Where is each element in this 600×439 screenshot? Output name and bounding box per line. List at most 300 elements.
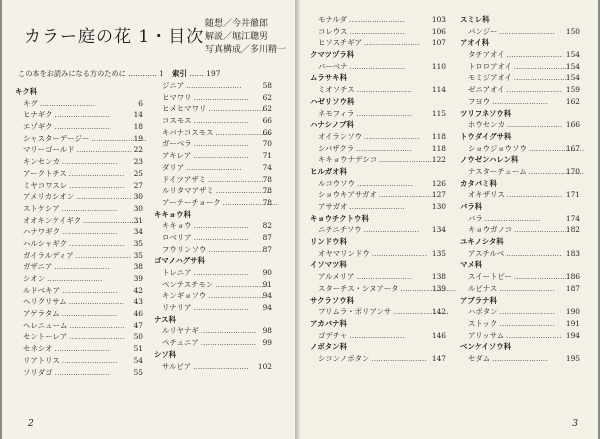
plant-name: シャスターデージー …………………… [23, 133, 146, 145]
toc-entry [15, 331, 143, 343]
page-ref: 174 [565, 213, 580, 223]
index-entry [172, 68, 220, 79]
plant-name: ペンテスチモン …………………… [162, 279, 270, 291]
family-name: ハナシノブ科 [310, 120, 354, 130]
toc-entry [15, 133, 143, 145]
page-ref: 35 [133, 250, 143, 260]
toc-entry [15, 191, 143, 203]
plant-name: キグ …………………… [23, 98, 95, 110]
toc-entry [310, 330, 446, 342]
toc-entry [460, 189, 580, 201]
family-name: イソマツ科 [310, 260, 347, 270]
plant-name: アークトチス …………………… [23, 168, 124, 180]
toc-entry [460, 84, 580, 96]
plant-name: プリムラ・ポリアンサ …………………… [318, 306, 448, 318]
family-name: ノボタン科 [310, 342, 347, 352]
toc-entry [15, 238, 143, 250]
right-page [300, 0, 598, 439]
page-ref: 62 [262, 104, 272, 114]
plant-name: ショウジョウソウ …………………… [468, 143, 584, 155]
toc-entry [154, 220, 272, 232]
page-ref: 134 [431, 225, 446, 235]
page-ref: 115 [431, 108, 446, 118]
plant-name: リナリア …………………… [162, 302, 248, 314]
page-ref: 102 [257, 361, 272, 371]
toc-entry [154, 127, 272, 139]
plant-name: ミヤコワスレ …………………… [23, 180, 124, 192]
toc-entry [15, 121, 143, 133]
page-ref: 147 [431, 353, 446, 363]
page-number-left: 2 [28, 419, 34, 429]
plant-name: アーテーチョーク …………………… [162, 197, 278, 209]
family-name: キキョウ科 [154, 209, 191, 219]
index-label: 索引 [172, 69, 187, 78]
toc-family-heading [310, 166, 446, 178]
page-ref: 94 [262, 303, 272, 313]
toc-entry [15, 308, 143, 320]
plant-name: ガザニア …………………… [23, 261, 109, 273]
toc-entry [15, 296, 143, 308]
plant-name: アサガオ …………………… [318, 201, 404, 213]
plant-name: ヒソスチギア …………………… [318, 37, 419, 49]
page-ref: 162 [565, 96, 580, 106]
toc-family-heading [310, 72, 446, 84]
family-name: ユキノシタ科 [460, 237, 504, 247]
toc-entry [15, 285, 143, 297]
plant-name: セントーレア …………………… [23, 331, 124, 343]
plant-name: ジニア …………………… [162, 80, 241, 92]
toc-family-heading [460, 259, 580, 271]
page-ref: 150 [565, 26, 580, 36]
plant-name: オヤマリンドウ …………………… [318, 248, 427, 260]
plant-name: オオキンケイギク …………………… [23, 215, 138, 227]
family-name: ノウゼンハレン科 [460, 155, 519, 165]
page-ref: 187 [565, 283, 580, 293]
toc-entry [15, 261, 143, 273]
toc-family-heading [310, 318, 446, 330]
toc-entry [154, 174, 272, 186]
toc-entry [310, 14, 446, 26]
plant-name: ニチニチソウ …………………… [318, 224, 419, 236]
toc-entry [460, 306, 580, 318]
toc-entry [154, 103, 272, 115]
page-ref: 22 [133, 145, 143, 155]
page-ref: 19 [133, 133, 143, 143]
family-name: ナス科 [154, 314, 176, 324]
toc-entry [154, 150, 272, 162]
toc-family-heading [15, 86, 143, 98]
toc-family-heading [460, 108, 580, 120]
toc-entry [154, 244, 272, 256]
page-ref: 35 [133, 238, 143, 248]
toc-entry [15, 168, 143, 180]
page-ref: 167 [565, 143, 580, 153]
plant-name: キキョウナデシコ …………………… [318, 154, 434, 166]
page-ref: 186 [565, 272, 580, 282]
toc-entry [154, 337, 272, 349]
page-ref: 103 [431, 15, 446, 24]
toc-entry [310, 108, 446, 120]
family-name: ムラサキ科 [310, 73, 347, 83]
plant-name: セダム …………………… [468, 353, 547, 365]
page-ref: 6 [138, 98, 143, 108]
page-ref: 70 [262, 139, 272, 149]
index-page: 197 [206, 69, 221, 78]
toc-entry [310, 271, 446, 283]
page-ref: 78 [262, 174, 272, 184]
family-name: ツリフネソウ科 [460, 108, 512, 118]
plant-name: アスチルベ …………………… [468, 248, 561, 260]
intro-entry [18, 69, 164, 79]
plant-name: トロロアオイ …………………… [468, 61, 569, 73]
toc-family-heading [310, 49, 446, 61]
family-name: ヒルガオ科 [310, 166, 347, 176]
family-name: ゴマノハグサ科 [154, 256, 205, 266]
plant-name: ストケシア …………………… [23, 203, 117, 215]
toc-entry [310, 84, 446, 96]
toc-entry [154, 92, 272, 104]
toc-entry [154, 325, 272, 337]
family-name: マメ科 [460, 260, 483, 270]
toc-family-heading [310, 341, 446, 353]
page-ref: 87 [262, 232, 272, 242]
page-ref: 195 [565, 353, 580, 363]
toc-entry [154, 290, 272, 302]
toc-family-heading [460, 341, 580, 353]
plant-name: フヨウ …………………… [468, 96, 547, 108]
toc-family-heading [310, 259, 446, 271]
page-ref: 114 [431, 85, 446, 95]
toc-family-heading [460, 37, 580, 49]
page-ref: 18 [133, 122, 143, 132]
plant-name: ガーベラ …………………… [162, 138, 249, 150]
plant-name: ペチュニア …………………… [162, 337, 256, 349]
plant-name: アリッサム …………………… [468, 330, 561, 342]
toc-column-1 [15, 86, 143, 378]
credit-photo: 写真構成／多川精一 [205, 45, 287, 55]
plant-name: ヒナギク …………………… [23, 109, 110, 121]
toc-family-heading [460, 201, 580, 213]
leader-dots: ………… [128, 69, 157, 78]
toc-entry [460, 61, 580, 73]
toc-entry [154, 185, 272, 197]
plant-name: アゲラタム …………………… [23, 308, 117, 320]
toc-entry [15, 367, 143, 379]
toc-entry [310, 189, 446, 201]
plant-name: ネモフィラ …………………… [318, 108, 411, 120]
family-name: ハゼリソウ科 [310, 96, 355, 106]
toc-entry [460, 26, 580, 38]
page-ref: 107 [431, 38, 446, 48]
plant-name: スイートピー …………………… [468, 271, 569, 283]
plant-name: アメリカシオン …………………… [23, 191, 131, 203]
family-name: キク科 [15, 87, 38, 96]
toc-family-heading [154, 314, 272, 326]
page-ref: 27 [133, 180, 143, 190]
page-ref: 110 [431, 61, 446, 71]
plant-name: サルビア …………………… [162, 361, 248, 373]
toc-column-3 [310, 14, 446, 365]
page-ref: 191 [565, 318, 580, 328]
toc-entry [154, 197, 272, 209]
toc-entry [15, 226, 143, 238]
toc-entry [460, 96, 580, 108]
intro-page: 1 [159, 69, 164, 78]
toc-family-heading [460, 295, 580, 307]
toc-entry [15, 180, 143, 192]
toc-entry [310, 131, 446, 143]
page-ref: 25 [133, 168, 143, 178]
page-ref: 106 [431, 26, 446, 36]
toc-family-heading [460, 131, 580, 143]
page-ref: 58 [262, 81, 272, 90]
credit-commentary: 解説／堀江聰男 [205, 32, 269, 42]
toc-entry [154, 361, 272, 373]
intro-label: この本をお読みになる方のために [18, 69, 126, 78]
plant-name: ストック …………………… [468, 318, 554, 330]
family-name: アオイ科 [460, 38, 490, 48]
toc-entry [310, 306, 446, 318]
plant-name: ロベリア …………………… [162, 232, 249, 244]
plant-name: セネシオ …………………… [23, 343, 110, 355]
toc-entry [460, 330, 580, 342]
toc-entry [15, 273, 143, 285]
page-ref: 130 [431, 202, 446, 211]
plant-name: キバナコスモス …………………… [162, 127, 270, 139]
page-ref: 62 [262, 92, 272, 102]
page-ref: 43 [133, 297, 143, 307]
toc-entry [460, 318, 580, 330]
plant-name: スターチス・シヌアータ …………………… [318, 283, 455, 295]
toc-entry [15, 355, 143, 367]
plant-name: モナルダ …………………… [318, 14, 404, 26]
family-name: リンドウ科 [310, 237, 347, 247]
page-ref: 118 [431, 143, 446, 153]
toc-entry [15, 250, 143, 262]
plant-name: ホウセンカ …………………… [468, 119, 562, 131]
toc-entry [460, 119, 580, 131]
page-ref: 139 [431, 283, 446, 293]
toc-family-heading [310, 213, 446, 225]
plant-name: キンギョソウ …………………… [162, 290, 263, 302]
toc-family-heading [460, 178, 580, 190]
page-ref: 99 [262, 338, 272, 348]
plant-name: ダリア …………………… [162, 162, 241, 174]
toc-entry [154, 80, 272, 92]
page-ref: 171 [565, 190, 580, 200]
credits [205, 18, 286, 57]
family-name: カタバミ科 [460, 178, 497, 188]
toc-entry [15, 215, 143, 227]
page-ref: 142 [431, 307, 446, 317]
page-ref: 194 [565, 330, 580, 340]
plant-name: キキョウ …………………… [162, 220, 249, 232]
page-ref: 39 [133, 274, 143, 283]
plant-name: ハナワギク …………………… [23, 226, 117, 238]
toc-entry [310, 143, 446, 155]
page-ref: 74 [262, 162, 272, 172]
plant-name: ソリダゴ …………………… [23, 367, 110, 379]
plant-name: ゼニアオイ …………………… [468, 84, 562, 96]
page-ref: 170 [565, 166, 580, 176]
toc-entry [460, 143, 580, 155]
page-ref: 98 [262, 326, 272, 336]
plant-name: ゴデチャ …………………… [318, 330, 404, 342]
leader-dots: …… [189, 69, 204, 78]
page-ref: 78 [262, 197, 272, 207]
page-ref: 55 [133, 367, 143, 377]
page-ref: 87 [262, 244, 272, 254]
plant-name: ルドベキア …………………… [23, 285, 117, 297]
plant-name: ヒメヒマワリ …………………… [162, 103, 263, 115]
page-ref: 127 [431, 190, 446, 200]
page-ref: 154 [565, 61, 580, 71]
toc-entry [460, 224, 580, 236]
page-ref: 46 [133, 309, 143, 319]
toc-family-heading [154, 209, 272, 221]
plant-name: トレニア …………………… [162, 267, 249, 279]
toc-entry [310, 353, 446, 365]
toc-entry [460, 213, 580, 225]
plant-name: シコンノボタン …………………… [318, 353, 426, 365]
page-ref: 166 [565, 120, 580, 130]
credit-essay: 随想／今井徹郎 [205, 19, 269, 29]
page-ref: 91 [262, 279, 272, 289]
plant-name: ヘレニューム …………………… [23, 320, 124, 332]
page-ref: 94 [262, 291, 272, 301]
page-ref: 23 [133, 157, 143, 167]
plant-name: リアトリス …………………… [23, 355, 117, 367]
page-ref: 90 [262, 268, 272, 277]
plant-name: バラ …………………… [468, 213, 540, 225]
toc-entry [460, 353, 580, 365]
plant-name: シオン …………………… [23, 273, 102, 285]
page-ref: 34 [133, 227, 143, 237]
family-name: シソ科 [154, 349, 177, 359]
toc-column-2 [154, 80, 272, 372]
page-number-right: 3 [572, 419, 578, 429]
toc-family-heading [154, 349, 272, 361]
toc-entry [310, 154, 446, 166]
toc-entry [15, 156, 143, 168]
plant-name: オイランソウ …………………… [318, 131, 419, 143]
family-name: アブラナ科 [460, 295, 497, 305]
family-name: トウダイグサ科 [460, 131, 512, 141]
toc-entry [15, 320, 143, 332]
plant-name: ルピナス …………………… [468, 283, 554, 295]
page-ref: 66 [262, 127, 272, 137]
toc-entry [310, 283, 446, 295]
toc-entry [460, 283, 580, 295]
toc-family-heading [310, 236, 446, 248]
toc-entry [310, 248, 446, 260]
page-ref: 159 [565, 85, 580, 95]
plant-name: シバザクラ …………………… [318, 143, 411, 155]
plant-name: ショウキアサガオ …………………… [318, 189, 434, 201]
toc-entry [15, 144, 143, 156]
family-name: バラ科 [460, 202, 483, 211]
plant-name: ドイツアザミ …………………… [162, 174, 263, 186]
toc-entry [310, 37, 446, 49]
toc-entry [310, 26, 446, 38]
page-ref: 78 [262, 186, 272, 196]
page-ref: 31 [133, 215, 143, 225]
plant-name: ガイラルディア …………………… [23, 250, 131, 262]
page-ref: 38 [133, 262, 143, 272]
toc-entry [460, 271, 580, 283]
page-ref: 50 [133, 332, 143, 342]
plant-name: マリーゴールド …………………… [23, 144, 132, 156]
toc-entry [310, 224, 446, 236]
plant-name: アルメリア …………………… [318, 271, 411, 283]
toc-family-heading [460, 236, 580, 248]
toc-entry [310, 201, 446, 213]
toc-entry [154, 115, 272, 127]
toc-family-heading [310, 96, 446, 108]
page-ref: 47 [133, 320, 143, 330]
plant-name: ハボタン …………………… [468, 306, 555, 318]
plant-name: ルリタマアザミ …………………… [162, 185, 271, 197]
toc-entry [310, 61, 446, 73]
page-ref: 30 [133, 203, 143, 213]
toc-entry [15, 343, 143, 355]
plant-name: ヘリクリサム …………………… [23, 296, 124, 308]
plant-name: キョウガノコ …………………… [468, 224, 569, 236]
plant-name: モミジアオイ …………………… [468, 72, 569, 84]
plant-name: ルコウソウ …………………… [318, 178, 412, 190]
family-name: サクラソウ科 [310, 295, 355, 305]
page-ref: 54 [133, 355, 143, 365]
page-ref: 66 [262, 116, 272, 126]
page-ref: 154 [565, 73, 580, 83]
page-ref: 146 [431, 330, 446, 340]
toc-entry [460, 49, 580, 61]
left-page [2, 0, 295, 439]
page-ref: 30 [133, 192, 143, 202]
family-name: スミレ科 [460, 15, 490, 24]
toc-entry [460, 72, 580, 84]
page-ref: 122 [431, 155, 446, 165]
toc-entry [154, 138, 272, 150]
plant-name: キンセンカ …………………… [23, 156, 117, 168]
plant-name: フウリンソウ …………………… [162, 244, 263, 256]
toc-family-heading [460, 14, 580, 26]
toc-entry [154, 279, 272, 291]
toc-entry [15, 203, 143, 215]
page-ref: 126 [431, 178, 446, 188]
toc-entry [154, 162, 272, 174]
toc-family-heading [310, 295, 446, 307]
toc-family-heading [310, 119, 446, 131]
toc-family-heading [154, 255, 272, 267]
page-ref: 71 [262, 151, 272, 161]
page-ref: 42 [133, 285, 143, 295]
toc-entry [15, 109, 143, 121]
family-name: ベンケイソウ科 [460, 342, 512, 352]
toc-family-heading [460, 154, 580, 166]
toc-entry [460, 166, 580, 178]
plant-name: コスモス …………………… [162, 115, 249, 127]
page-ref: 118 [431, 131, 446, 141]
family-name: クマツヅラ科 [310, 50, 355, 60]
page-ref: 154 [565, 50, 580, 60]
page-title: カラー庭の花 1・目次 [24, 27, 205, 47]
toc-entry [310, 178, 446, 190]
page-ref: 183 [565, 248, 580, 258]
plant-name: ルリヤナギ …………………… [162, 325, 256, 337]
plant-name: アキレア …………………… [162, 150, 248, 162]
page-ref: 190 [565, 307, 580, 317]
